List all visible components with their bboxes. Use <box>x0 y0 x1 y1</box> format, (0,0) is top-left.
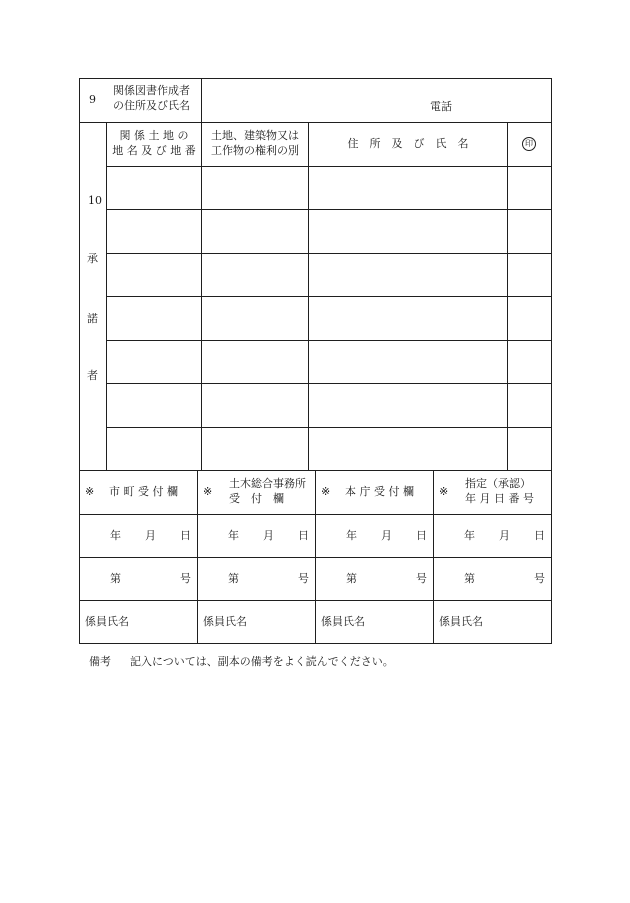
reception-header-2-line2: 受 付 欄 <box>229 492 284 505</box>
line-row <box>106 253 552 254</box>
line-top <box>79 78 552 79</box>
number-suffix-3: 号 <box>416 572 427 585</box>
number-prefix-3: 第 <box>346 572 357 585</box>
header-rights-line1: 土地、建築物又は <box>211 129 299 142</box>
reception-header-2-line1: 土木総合事務所 <box>229 477 306 490</box>
line-reception-col1 <box>197 470 198 644</box>
line-sec9-divider <box>201 78 202 122</box>
reception-mark-2: ※ <box>203 485 213 498</box>
section9-label-line2: の住所及び氏名 <box>113 99 190 112</box>
section10-number: 10 <box>88 194 102 207</box>
officer-label-4: 係員氏名 <box>439 615 483 628</box>
line-reception-col2 <box>315 470 316 644</box>
date-year-1: 年 <box>110 529 121 542</box>
number-suffix-4: 号 <box>534 572 545 585</box>
officer-label-1: 係員氏名 <box>85 615 129 628</box>
header-land-line1: 関 係 土 地 の <box>119 129 189 142</box>
line-right <box>551 78 552 644</box>
date-month-3: 月 <box>381 529 392 542</box>
header-rights-line2: 工作物の権利の別 <box>211 144 299 157</box>
date-day-4: 日 <box>534 529 545 542</box>
officer-label-3: 係員氏名 <box>321 615 365 628</box>
line-row <box>106 340 552 341</box>
application-form <box>79 78 552 644</box>
line-sec9-bottom <box>79 122 552 123</box>
date-day-2: 日 <box>298 529 309 542</box>
line-header-bottom <box>106 166 552 167</box>
reception-header-1: 市 町 受 付 欄 <box>109 485 178 498</box>
section10-title-char-3: 者 <box>87 369 98 382</box>
number-suffix-2: 号 <box>298 572 309 585</box>
line-row <box>106 296 552 297</box>
reception-mark-3: ※ <box>321 485 331 498</box>
reception-header-4-line1: 指定（承認） <box>465 477 531 490</box>
line-row <box>106 383 552 384</box>
seal-icon: 印 <box>522 137 536 151</box>
section10-title-char-2: 諾 <box>87 312 98 325</box>
phone-label: 電話 <box>430 100 452 113</box>
officer-label-2: 係員氏名 <box>203 615 247 628</box>
date-day-1: 日 <box>180 529 191 542</box>
number-suffix-1: 号 <box>180 572 191 585</box>
remarks-text: 記入については、副本の備考をよく読んでください。 <box>130 655 394 668</box>
header-land-line2: 地 名 及 び 地 番 <box>112 144 196 157</box>
number-prefix-1: 第 <box>110 572 121 585</box>
reception-header-3: 本 庁 受 付 欄 <box>345 485 414 498</box>
date-year-4: 年 <box>464 529 475 542</box>
date-month-1: 月 <box>145 529 156 542</box>
section9-number: 9 <box>89 93 96 106</box>
line-reception-col3 <box>433 470 434 644</box>
line-col-rights <box>308 122 309 470</box>
date-year-3: 年 <box>346 529 357 542</box>
date-month-2: 月 <box>263 529 274 542</box>
line-sec10-label-divider <box>106 122 107 470</box>
reception-mark-4: ※ <box>439 485 449 498</box>
header-address-name: 住 所 及 び 氏 名 <box>347 137 469 150</box>
section9-label-line1: 関係図書作成者 <box>113 84 190 97</box>
date-month-4: 月 <box>499 529 510 542</box>
date-year-2: 年 <box>228 529 239 542</box>
line-row <box>106 209 552 210</box>
line-col-address <box>507 122 508 470</box>
remarks <box>89 653 394 669</box>
number-prefix-4: 第 <box>464 572 475 585</box>
line-row <box>106 427 552 428</box>
section10-title-char-1: 承 <box>87 252 98 265</box>
remarks-label: 備考 <box>89 655 111 668</box>
line-col-land <box>201 122 202 470</box>
number-prefix-2: 第 <box>228 572 239 585</box>
line-left <box>79 78 80 644</box>
date-day-3: 日 <box>416 529 427 542</box>
reception-header-4-line2: 年 月 日 番 号 <box>465 492 534 505</box>
reception-mark-1: ※ <box>85 485 95 498</box>
